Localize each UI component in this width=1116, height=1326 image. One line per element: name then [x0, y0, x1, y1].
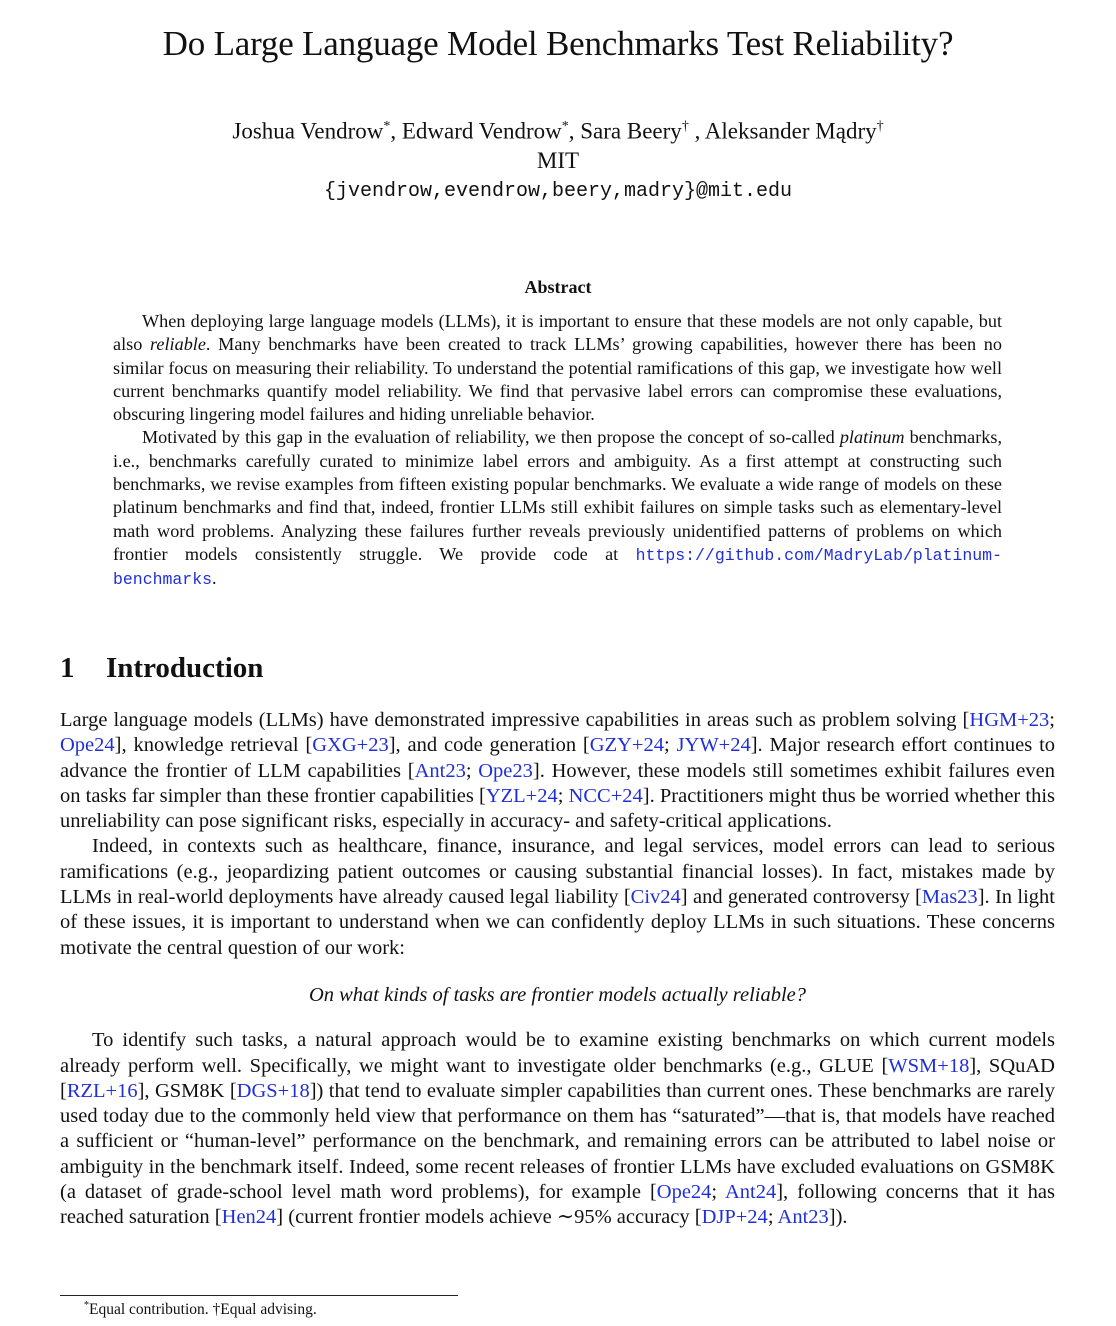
citation-link[interactable]: Ant23: [777, 1206, 829, 1229]
author-mark: *: [383, 119, 391, 134]
author-name: Joshua Vendrow: [232, 118, 384, 144]
citation-link[interactable]: Ope24: [60, 734, 115, 757]
emphasis: platinum: [839, 427, 905, 448]
author-mark: †: [876, 119, 884, 134]
footnote-text: Equal advising.: [220, 1301, 317, 1319]
footnote-mark: *: [84, 1300, 89, 1311]
text: ], SQuAD [: [60, 1054, 1055, 1102]
text: ]) that tend to evaluate simpler capabilities than current ones. These benchmarks are rarely used today due to the commonly held view that performance on them has “saturated”—that is, that models have reached a sufficient or “human-level” performance on the benchmark, and remaining errors can be attributed to label noise or ambiguity in the benchmark itself. Indeed, some recent releases of frontier LLMs have excluded evaluations on GSM8K (a dataset of grade-school level math word problems), for example [: [60, 1079, 1055, 1204]
citation-link[interactable]: RZL+16: [66, 1079, 138, 1102]
section-title: Introduction: [106, 652, 264, 684]
author-emails: {jvendrow,evendrow,beery,madry}@mit.edu: [323, 179, 793, 203]
citation-link[interactable]: HGM+23: [969, 709, 1050, 731]
central-question: On what kinds of tasks are frontier models actually reliable?: [308, 983, 807, 1006]
text: .: [212, 568, 217, 589]
text: ], and code generation [: [388, 734, 590, 757]
text: ;: [557, 784, 569, 807]
citation-link[interactable]: Mas23: [921, 886, 978, 909]
citation-link[interactable]: Ant24: [724, 1181, 777, 1204]
text: . Many benchmarks have been created to track LLMs’ growing capabilities, however there has been no similar focus on measuring their reliability. To understand the potential ramifications of this gap, we investigate how well current benchmarks quantify model reliability. We find that pervasive label errors can compromise these evaluations, obscuring lingering model failures and hiding unreliable behavior.: [113, 334, 1002, 425]
text: ;: [465, 759, 479, 782]
abstract-paragraph: [113, 426, 1002, 591]
abstract-body: [113, 310, 1002, 592]
text: When deploying large language models (LLMs), it is important to ensure that these models are not only capable, but also: [113, 311, 1002, 355]
text: ], following concerns that it has reached saturation [: [60, 1181, 1055, 1229]
text: ], GSM8K [: [137, 1079, 237, 1102]
author-block: Joshua Vendrow*, Edward Vendrow*, Sara Beery† , Aleksander Mądry† MIT {jvendrow,evendrow,beery,madry}@mit.edu: [0, 112, 1116, 206]
text: benchmarks, i.e., benchmarks carefully curated to minimize label errors and ambiguity. As a first attempt at constructing such benchmarks, we revise examples from fifteen existing popular benchmarks. We evaluate a wide range of models on these platinum benchmarks and find that, indeed, frontier LLMs still exhibit failures on simple tasks such as elementary-level math word problems. Analyzing these failures further reveals previously unidentified patterns of problems on which frontier models consistently struggle. We provide code at: [113, 427, 1003, 564]
footnote: [84, 1300, 317, 1319]
citation-link[interactable]: Ant23: [414, 759, 466, 782]
author-name: Sara Beery: [580, 118, 682, 144]
affiliation: MIT: [536, 147, 580, 173]
text: ]).: [828, 1206, 848, 1229]
text: To identify such tasks, a natural approach would be to examine existing benchmarks on which current models already perform well. Specifically, we might want to investigate older benchmarks (e.g., GLUE [: [60, 1029, 1055, 1077]
text: ;: [663, 734, 677, 757]
text: ;: [767, 1206, 778, 1229]
introduction-body: [60, 708, 1055, 1231]
author-name: Edward Vendrow: [401, 118, 562, 144]
citation-link[interactable]: DJP+24: [701, 1206, 768, 1229]
text: ;: [711, 1181, 725, 1204]
abstract-heading: Abstract: [524, 277, 592, 297]
text: ]. Major research effort continues to advance the frontier of LLM capabilities [: [60, 734, 1056, 782]
emphasis: reliable: [150, 334, 206, 355]
citation-link[interactable]: GZY+24: [589, 734, 664, 757]
text: ] (current frontier models achieve ∼95% accuracy [: [276, 1206, 702, 1229]
citation-link[interactable]: WSM+18: [888, 1054, 970, 1077]
paper-title: Do Large Language Model Benchmarks Test Reliability?: [162, 24, 954, 63]
text: ] and generated controversy [: [680, 886, 922, 909]
code-link[interactable]: https://github.com/MadryLab/platinum-benchmarks: [113, 545, 1002, 590]
citation-link[interactable]: Ope24: [656, 1181, 712, 1204]
citation-link[interactable]: DGS+18: [236, 1079, 310, 1102]
text: ;: [1049, 709, 1055, 731]
body-paragraph: [60, 1028, 1055, 1230]
citation-link[interactable]: JYW+24: [676, 734, 751, 757]
citation-link[interactable]: GXG+23: [312, 734, 389, 757]
text: Motivated by this gap in the evaluation of reliability, we then propose the concept of so-called: [142, 427, 840, 448]
citation-link[interactable]: Hen24: [221, 1206, 277, 1229]
author-mark: †: [681, 119, 689, 134]
citation-link[interactable]: YZL+24: [485, 784, 558, 807]
text: ], knowledge retrieval [: [114, 734, 313, 757]
citation-link[interactable]: Ope23: [478, 759, 533, 782]
abstract-paragraph: [113, 310, 1002, 426]
footnote-divider: [60, 1295, 458, 1296]
text: ]. However, these models still sometimes exhibit failures even on tasks far simpler than these frontier capabilities [: [60, 759, 1056, 807]
section-heading: [60, 652, 263, 685]
text: Indeed, in contexts such as healthcare, finance, insurance, and legal services, model errors can lead to serious ramifications (e.g., jeopardizing patient outcomes or causing substantial financial losses). In fact, mistakes made by LLMs in real-world deployments have already caused legal liability [: [60, 835, 1055, 909]
text: ]. Practitioners might thus be worried whether this unreliability can pose significant risks, especially in accuracy- and safety-critical applications.: [60, 784, 1055, 833]
footnote-mark: †: [212, 1301, 221, 1319]
section-number: 1: [60, 652, 75, 684]
text: ]. In light of these issues, it is important to understand when we can confidently deploy LLMs in such situations. These concerns motivate the central question of our work:: [60, 886, 1055, 959]
citation-link[interactable]: NCC+24: [568, 784, 643, 807]
footnote-text: Equal contribution.: [89, 1301, 213, 1319]
body-paragraph: [60, 834, 1055, 960]
body-paragraph: [60, 708, 1055, 834]
citation-link[interactable]: Civ24: [630, 886, 681, 909]
author-name: Aleksander Mądry: [704, 118, 877, 144]
author-mark: *: [561, 119, 569, 134]
text: Large language models (LLMs) have demonstrated impressive capabilities in areas such as problem solving [: [60, 709, 970, 731]
